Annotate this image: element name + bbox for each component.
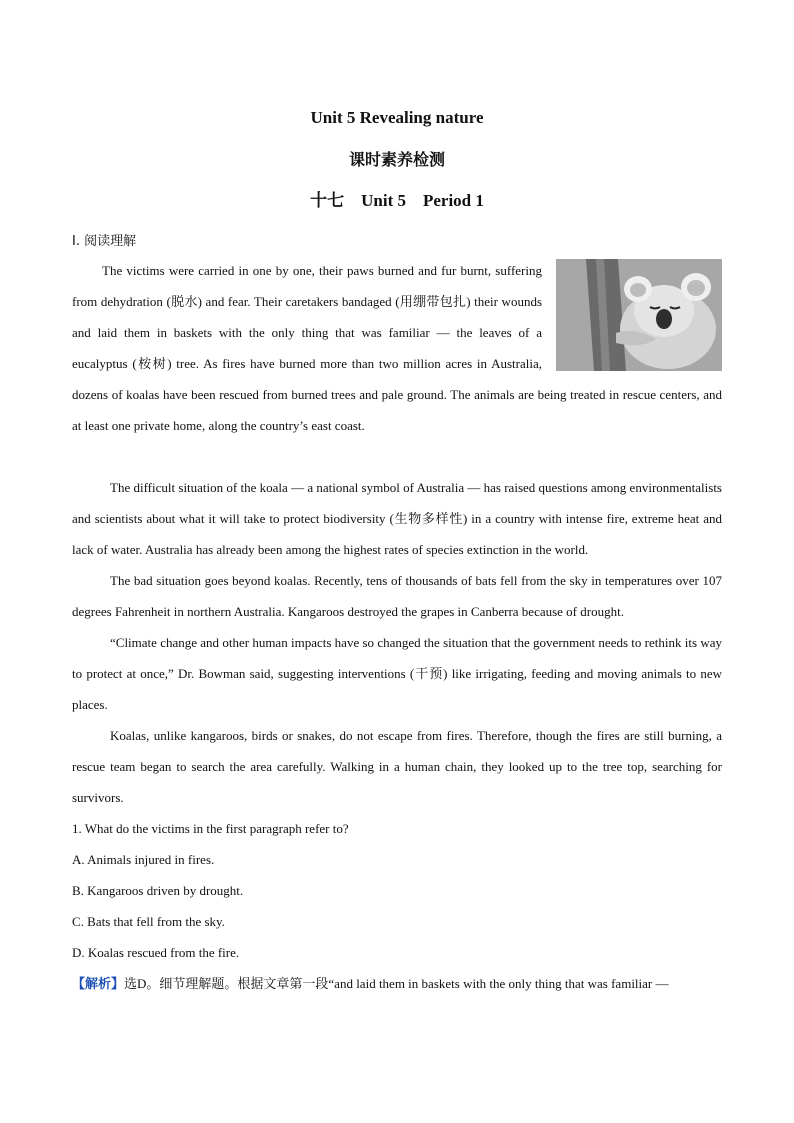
passage-body (72, 472, 722, 1000)
section-heading: Ⅰ. 阅读理解 (72, 234, 137, 249)
unit-title: Unit 5 Revealing nature (310, 108, 484, 127)
passage-paragraph-5: Koalas, unlike kangaroos, birds or snakes, do not escape from fires. Therefore, though the fires are still burning, a rescue team began to search the area carefully. Walking in a human chain, they looked up to the tree top, searching for survivors. (72, 728, 722, 805)
option-a: A. Animals injured in fires. (72, 852, 215, 867)
paragraph-text: The victims were carried in one by one, their paws burned and fur burnt, suffering from dehydration (脱水) and fear. Their caretakers bandaged (用绷带包扎) their wounds and laid them in baskets with the only thing that was familiar — the leaves of a eucalyptus (桉树) tree. As fires have burned more than two million acres in Australia, dozens of koalas have been rescued from burned trees and pale ground. The animals are being treated in rescue centers, and at least one private home, along the country’s east coast. (72, 263, 722, 433)
option-c: C. Bats that fell from the sky. (72, 914, 225, 929)
period-title: 十七 Unit 5 Period 1 (310, 191, 484, 210)
answer-label: 【解析】 (72, 977, 125, 992)
answer-text: 选D。细节理解题。根据文章第一段“and laid them in baskets with the only thing that was familiar — (124, 976, 669, 991)
passage-paragraph-4: “Climate change and other human impacts have so changed the situation that the government needs to rethink its way to protect at once,” Dr. Bowman said, suggesting interventions (干预) like irrigating, feeding and moving animals to new places. (72, 635, 722, 712)
option-b: B. Kangaroos driven by drought. (72, 883, 244, 898)
koala-photo-icon (556, 259, 722, 371)
passage-paragraph-2: The difficult situation of the koala — a national symbol of Australia — has raised questions among environmentalists and scientists about what it will take to protect biodiversity (生物多样性) in a country with intense fire, extreme heat and lack of water. Australia has already been among the highest rates of species extinction in the world. (72, 480, 722, 557)
answer-explanation (72, 968, 722, 1000)
passage-paragraph-3: The bad situation goes beyond koalas. Recently, tens of thousands of bats fell from the sky in temperatures over 107 degrees Fahrenheit in northern Australia. Kangaroos destroyed the grapes in Canberra because of drought. (72, 573, 722, 619)
question-text: 1. What do the victims in the first paragraph refer to? (72, 821, 349, 836)
option-d: D. Koalas rescued from the fire. (72, 945, 240, 960)
passage-paragraph-1 (72, 255, 722, 441)
page-subtitle: 课时素养检测 (348, 150, 445, 169)
